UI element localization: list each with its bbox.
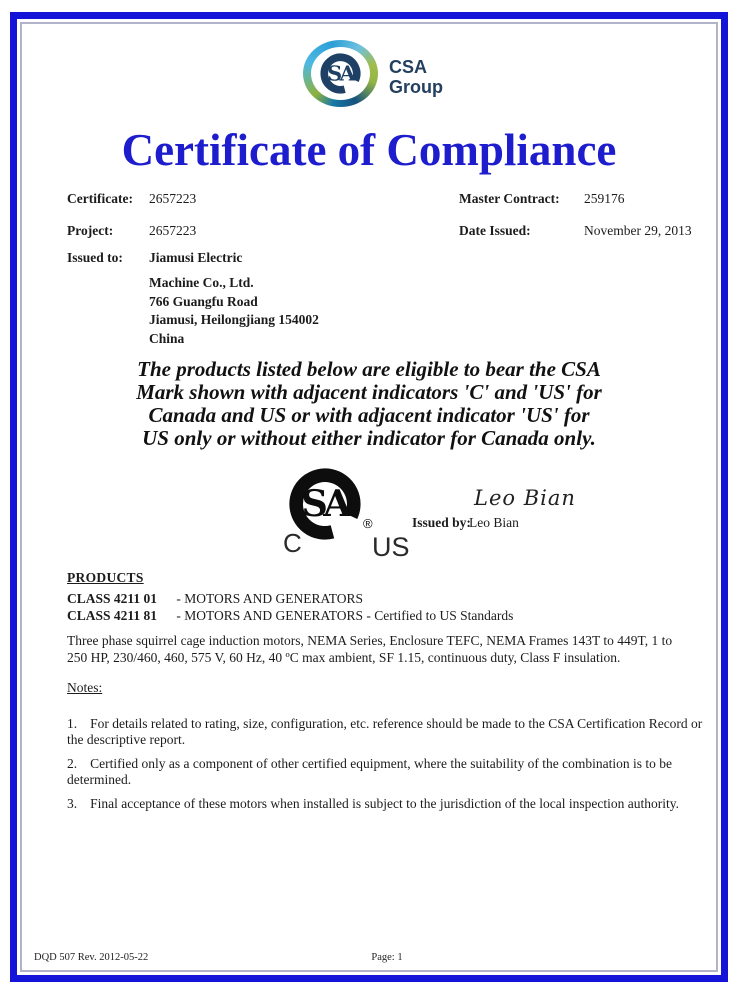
class-code: CLASS 4211 81 [67, 608, 158, 623]
date-issued-value: November 29, 2013 [584, 223, 692, 238]
address-line: China [149, 330, 185, 346]
csa-group-logo [303, 40, 463, 110]
note-number: 3. [67, 795, 78, 811]
date-issued-label: Date Issued: [459, 223, 531, 238]
c-indicator: C [283, 528, 302, 558]
master-contract-label: Master Contract: [459, 191, 560, 206]
issuer-signature: Leo Bian [474, 486, 576, 510]
csa-group-wordmark [389, 57, 443, 97]
issued-by-value: Leo Bian [469, 515, 519, 530]
csa-monogram-icon [316, 51, 365, 96]
address-line: Machine Co., Ltd. [149, 275, 254, 290]
outer-blue-border [10, 12, 728, 982]
page-title: Certificate of Compliance [121, 125, 617, 175]
address-line: 766 Guangfu Road [149, 293, 258, 309]
notes-heading: Notes: [67, 680, 103, 695]
project-value: 2657223 [149, 223, 197, 238]
product-description: Three phase squirrel cage induction motors, NEMA Series, Enclosure TEFC, NEMA Frames 143T to 449T, 1 to 250 HP, 230/460, 460, 575 V, 60 Hz, 40 ºC max ambient, SF 1.15, continuous duty, Class F insulation. [67, 633, 673, 665]
certificate-value: 2657223 [149, 191, 197, 206]
certificate-content [22, 24, 716, 970]
note-number: 2. [67, 755, 78, 771]
statement-line: Canada and US or with adjacent indicator 'US' for [148, 403, 590, 427]
inner-border [20, 22, 718, 972]
note-item [67, 796, 709, 813]
note-number: 1. [67, 715, 78, 731]
svg-text:SA: SA [301, 481, 347, 525]
note-text: For details related to rating, size, configuration, etc. reference should be made to the CSA Certification Record or the descriptive report. [67, 715, 703, 747]
class-desc: - MOTORS AND GENERATORS - Certified to US Standards [176, 608, 514, 623]
document-revision: DQD 507 Rev. 2012-05-22 [34, 952, 149, 963]
project-label: Project: [67, 223, 114, 238]
us-indicator: US [372, 532, 410, 562]
products-heading: PRODUCTS [67, 570, 144, 585]
statement-line: Mark shown with adjacent indicators 'C' and 'US' for [136, 380, 602, 404]
logo-line-csa: CSA [389, 57, 428, 77]
issued-to-name: Jiamusi Electric [149, 250, 243, 265]
class-desc: - MOTORS AND GENERATORS [176, 591, 364, 606]
master-contract-value: 259176 [584, 191, 625, 206]
note-text: Final acceptance of these motors when installed is subject to the jurisdiction of the local inspection authority. [90, 795, 679, 811]
note-item [67, 716, 709, 749]
class-code: CLASS 4211 01 [67, 591, 158, 606]
address-line: Jiamusi, Heilongjiang 154002 [149, 312, 319, 327]
issued-by-label: Issued by: [412, 515, 471, 530]
issued-to-label: Issued to: [67, 250, 123, 265]
logo-line-group: Group [389, 77, 443, 97]
csa-cus-mark [279, 462, 419, 572]
svg-text:SA: SA [327, 61, 353, 86]
product-class-row [67, 608, 513, 624]
statement-line: US only or without either indicator for Canada only. [142, 426, 596, 450]
csa-swirl-icon [303, 40, 378, 107]
note-item [67, 756, 709, 789]
eligibility-statement [22, 358, 716, 450]
certificate-label: Certificate: [67, 191, 133, 206]
statement-line: The products listed below are eligible to bear the CSA [137, 357, 601, 381]
product-class-row [67, 591, 363, 607]
issued-to-address [149, 274, 319, 348]
note-text: Certified only as a component of other certified equipment, where the suitability of the combination is to be determined. [67, 755, 672, 787]
page-number: Page: 1 [371, 952, 403, 963]
registered-trademark-symbol: ® [363, 516, 373, 531]
